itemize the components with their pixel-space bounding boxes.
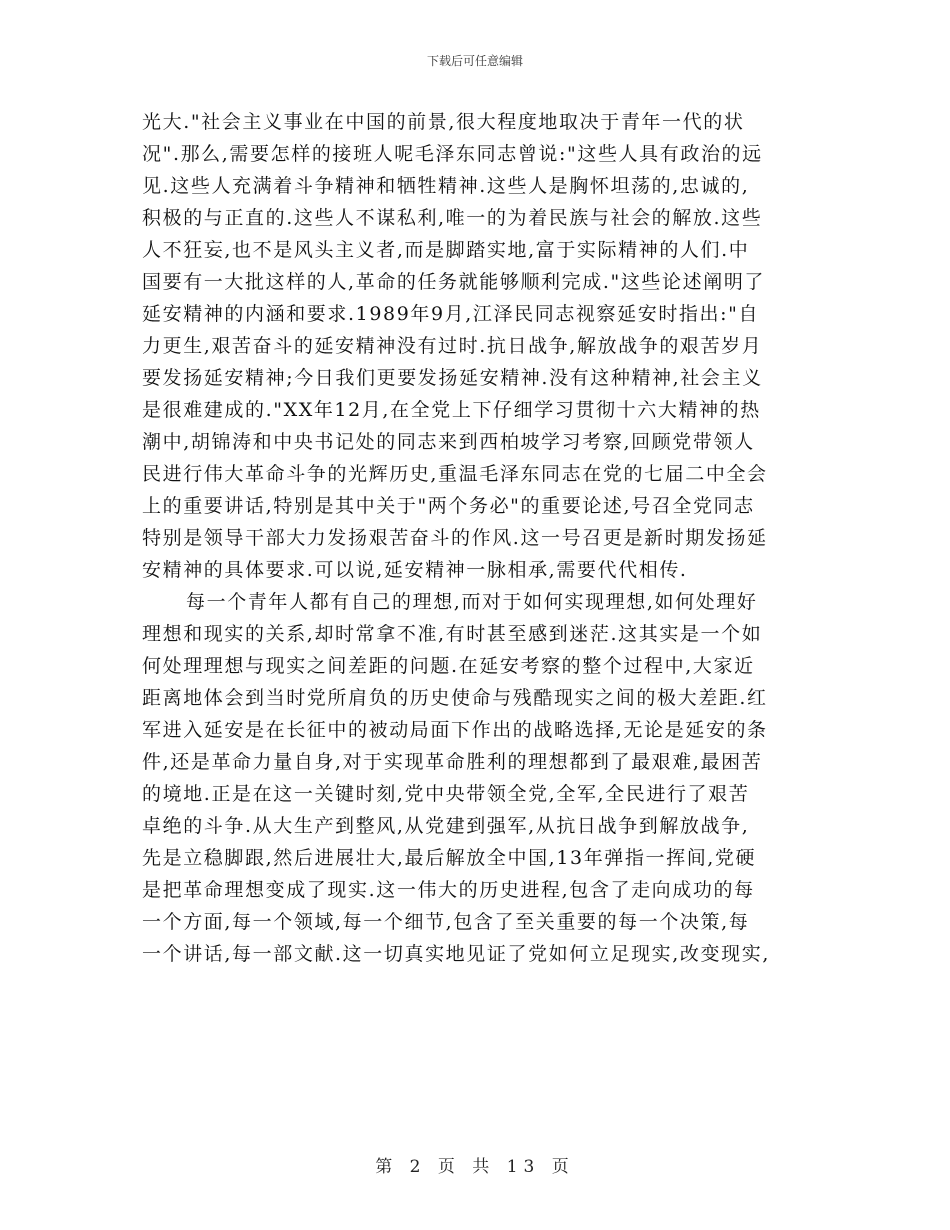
text-line: 积极的与正直的.这些人不谋私利,唯一的为着民族与社会的解放.这些 <box>142 207 763 229</box>
text-line: 的境地.正是在这一关键时刻,党中央带领全党,全军,全民进行了艰苦 <box>142 783 750 805</box>
text-line: 特别是领导干部大力发扬艰苦奋斗的作风.这一号召更是新时期发扬延 <box>142 527 768 549</box>
text-line: 光大."社会主义事业在中国的前景,很大程度地取决于青年一代的状 <box>142 111 745 133</box>
text-line: 民进行伟大革命斗争的光辉历史,重温毛泽东同志在党的七届二中全会 <box>142 463 768 485</box>
text-line: 件,还是革命力量自身,对于实现革命胜利的理想都到了最艰难,最困苦 <box>142 751 763 773</box>
text-line: 卓绝的斗争.从大生产到整风,从党建到强军,从抗日战争到解放战争, <box>142 815 750 837</box>
text-line: 国要有一大批这样的人,革命的任务就能够顺利完成."这些论述阐明了 <box>142 271 766 293</box>
text-line: 军进入延安是在长征中的被动局面下作出的战略选择,无论是延安的条 <box>142 719 768 741</box>
text-line: 安精神的具体要求.可以说,延安精神一脉相承,需要代代相传. <box>142 559 688 581</box>
text-line: 延安精神的内涵和要求.1989年9月,江泽民同志视察延安时指出:"自 <box>142 303 760 325</box>
text-line: 何处理理想与现实之间差距的问题.在延安考察的整个过程中,大家近 <box>142 655 755 677</box>
text-line: 上的重要讲话,特别是其中关于"两个务必"的重要论述,号召全党同志 <box>142 495 755 517</box>
text-line: 人不狂妄,也不是风头主义者,而是脚踏实地,富于实际精神的人们.中 <box>142 239 750 261</box>
text-line: 理想和现实的关系,却时常拿不准,有时甚至感到迷茫.这其实是一个如 <box>142 623 763 645</box>
text-line: 是把革命理想变成了现实.这一伟大的历史进程,包含了走向成功的每 <box>142 879 755 901</box>
text-line: 见.这些人充满着斗争精神和牺牲精神.这些人是胸怀坦荡的,忠诚的, <box>142 175 750 197</box>
text-line: 力更生,艰苦奋斗的延安精神没有过时.抗日战争,解放战争的艰苦岁月 <box>142 335 763 357</box>
text-line: 要发扬延安精神;今日我们更要发扬延安精神.没有这种精神,社会主义 <box>142 367 763 389</box>
paragraph-first-line: 每一个青年人都有自己的理想,而对于如何实现理想,如何处理好 <box>186 591 758 613</box>
text-line: 距离地体会到当时党所肩负的历史使命与残酷现实之间的极大差距.红 <box>142 687 768 709</box>
text-line: 是很难建成的."XX年12月,在全党上下仔细学习贯彻十六大精神的热 <box>142 399 761 421</box>
text-line: 潮中,胡锦涛和中央书记处的同志来到西柏坡学习考察,回顾党带领人 <box>142 431 755 453</box>
text-line: 况".那么,需要怎样的接班人呢毛泽东同志曾说:"这些人具有政治的远 <box>142 143 763 165</box>
document-body <box>142 106 814 970</box>
text-line: 一个方面,每一个领域,每一个细节,包含了至关重要的每一个决策,每 <box>142 911 750 933</box>
page-header: 下载后可任意编辑 <box>426 54 523 68</box>
text-line: 一个讲话,每一部文献.这一切真实地见证了党如何立足现实,改变现实, <box>142 943 770 965</box>
page-number-footer: 第 2 页 共 13 页 <box>375 1157 575 1177</box>
text-line: 先是立稳脚跟,然后进展壮大,最后解放全中国,13年弹指一挥间,党硬 <box>142 847 757 869</box>
